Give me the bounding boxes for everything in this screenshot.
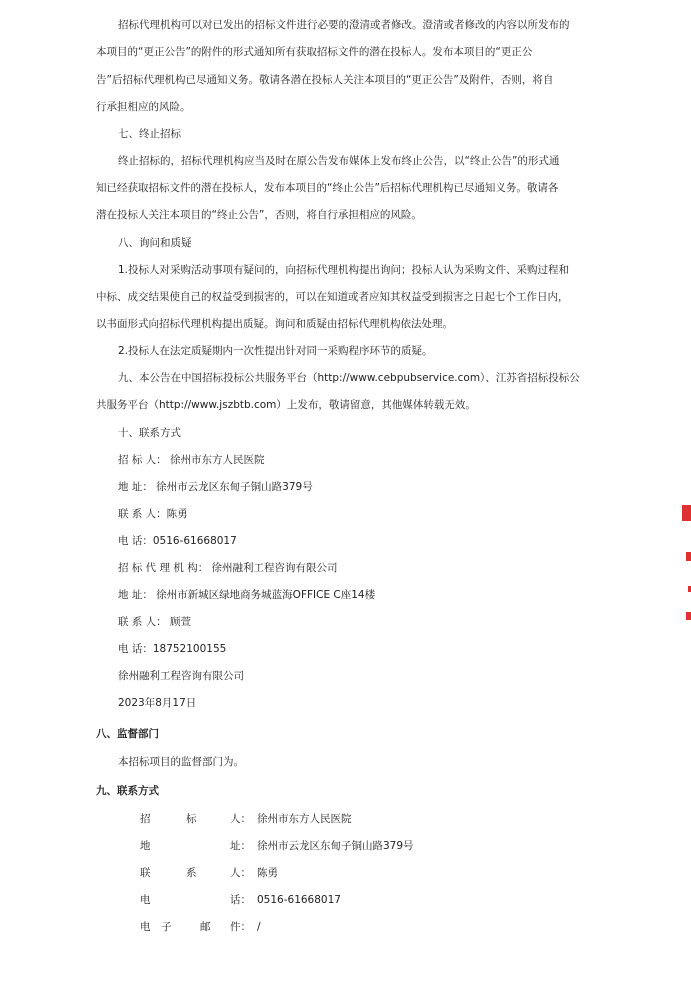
stamp-mark [686, 612, 691, 620]
section-heading: 七、终止招标 [118, 128, 181, 140]
paragraph-line: 告”后招标代理机构已尽通知义务。敬请各潜在投标人关注本项目的“更正公告”及附件，否则，将自 [96, 74, 554, 86]
paragraph-line: 行承担相应的风险。 [96, 101, 191, 113]
contact-value: 0516-61668017 [257, 894, 341, 906]
contact-value: 陈勇 [257, 867, 278, 879]
paragraph-line: 九、本公告在中国招标投标公共服务平台（http://www.cebpubservice.com）、江苏省招标投标公 [118, 372, 580, 384]
label-char: 电 子 [140, 921, 172, 933]
paragraph-line: 2.投标人在法定质疑期内一次性提出针对同一采购程序环节的质疑。 [118, 345, 433, 357]
label-char: 邮 [200, 921, 211, 933]
section-heading: 十、联系方式 [118, 427, 181, 439]
contact-value: 徐州市东方人民医院 [257, 813, 352, 825]
section-heading-contact: 九、联系方式 [96, 785, 159, 797]
contact-line: 联 系 人： 顾萱 [118, 616, 192, 628]
contact-line: 联 系 人：陈勇 [118, 508, 188, 520]
paragraph-line: 1.投标人对采购活动事项有疑问的，向招标代理机构提出询问；投标人认为采购文件、采购过程和 [118, 264, 570, 276]
label-char: 电 [140, 894, 151, 906]
contact-line: 招 标 人： 徐州市东方人民医院 [118, 454, 265, 466]
label-char: 招 [140, 813, 151, 825]
supervision-text: 本招标项目的监督部门为。 [118, 756, 244, 768]
paragraph-line: 中标、成交结果使自己的权益受到损害的，可以在知道或者应知其权益受到损害之日起七个工作日内， [96, 291, 569, 303]
label-char: 件： [230, 921, 251, 933]
label-char: 标 [186, 813, 197, 825]
label-char: 人： [230, 867, 251, 879]
contact-line: 电 话：0516-61668017 [118, 535, 237, 547]
paragraph-line: 终止招标的，招标代理机构应当及时在原公告发布媒体上发布终止公告，以“终止公告”的形式通 [118, 155, 560, 167]
paragraph-line: 共服务平台（http://www.jszbtb.com）上发布，敬请留意，其他媒体转载无效。 [96, 399, 476, 411]
label-char: 系 [186, 867, 197, 879]
contact-line: 招 标 代 理 机 构： 徐州融利工程咨询有限公司 [118, 562, 338, 574]
label-char: 联 [140, 867, 151, 879]
label-char: 址： [230, 840, 251, 852]
contact-line: 电 话：18752100155 [118, 643, 227, 655]
paragraph-line: 潜在投标人关注本项目的“终止公告”，否则，将自行承担相应的风险。 [96, 209, 422, 221]
contact-value: / [257, 921, 261, 933]
paragraph-line: 招标代理机构可以对已发出的招标文件进行必要的澄清或者修改。澄清或者修改的内容以所发布的 [118, 19, 570, 31]
signature-date: 2023年8月17日 [118, 697, 197, 709]
contact-line: 地 址： 徐州市云龙区东甸子铜山路379号 [118, 481, 313, 493]
section-heading-supervision: 八、监督部门 [96, 728, 159, 740]
paragraph-line: 本项目的“更正公告”的附件的形式通知所有获取招标文件的潜在投标人。发布本项目的“更正公 [96, 46, 533, 58]
section-heading: 八、询问和质疑 [118, 237, 192, 249]
stamp-mark [682, 505, 691, 521]
paragraph-line: 知已经获取招标文件的潜在投标人，发布本项目的“终止公告”后招标代理机构已尽通知义务。敬请各 [96, 182, 559, 194]
label-char: 地 [140, 840, 151, 852]
signature-company: 徐州融利工程咨询有限公司 [118, 670, 244, 682]
paragraph-line: 以书面形式向招标代理机构提出质疑。询问和质疑由招标代理机构依法处理。 [96, 318, 453, 330]
label-char: 人： [230, 813, 251, 825]
contact-line: 地 址： 徐州市新城区绿地商务城蓝海OFFICE C座14楼 [118, 589, 376, 601]
contact-value: 徐州市云龙区东甸子铜山路379号 [257, 840, 414, 852]
label-char: 话： [230, 894, 251, 906]
stamp-mark [686, 552, 691, 561]
